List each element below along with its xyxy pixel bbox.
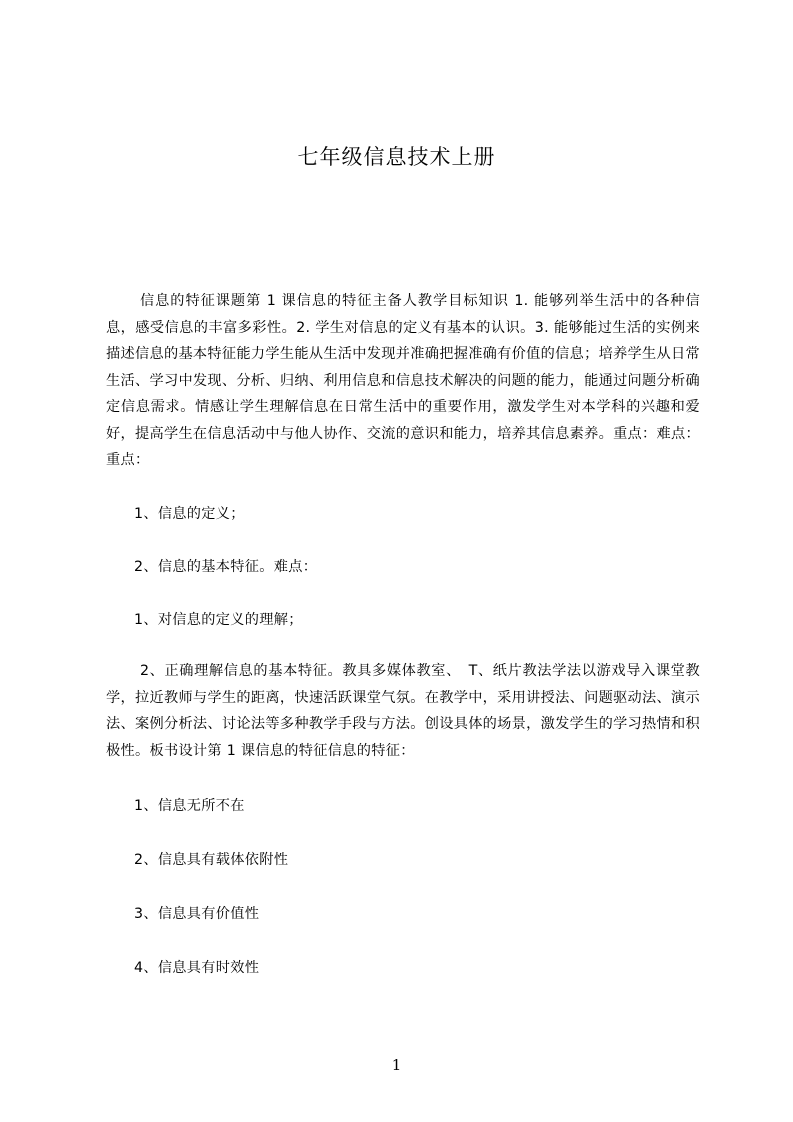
list-item-board-2: 2、信息具有载体依附性: [134, 852, 289, 868]
body-paragraph-objectives: 信息的特征课题第 1 课信息的特征主备人教学目标知识 1. 能够列举生活中的各种信息，感受信息的丰富多彩性。2. 学生对信息的定义有基本的认识。3. 能够能过生活的实例来描述信息的基本特征能力学生能从生活中发现并准确把握准确有价值的信息；培养学生从日常生活、学习中发现、分析、归纳、利用信息和信息技术解决的问题的能力，能通过问题分析确定信息需求。情感让学生理解信息在日常生活中的重要作用，激发学生对本学科的兴趣和爱好，提高学生在信息活动中与他人协作、交流的意识和能力，培养其信息素养。重点：难点：重点：: [106, 293, 700, 468]
list-item-key-point-2: 2、信息的基本特征。难点：: [134, 559, 318, 575]
list-item-board-4: 4、信息具有时效性: [134, 960, 260, 976]
list-item-board-1: 1、信息无所不在: [134, 798, 245, 814]
list-item-key-point-1: 1、信息的定义；: [134, 506, 245, 522]
page-number: 1: [391, 1056, 402, 1074]
document-title: 七年级信息技术上册: [297, 145, 496, 169]
list-item-board-3: 3、信息具有价值性: [134, 906, 260, 922]
list-item-difficulty-1: 1、对信息的定义的理解；: [134, 612, 303, 628]
body-paragraph-methods: 2、正确理解信息的基本特征。教具多媒体教室、 T、纸片教法学法以游戏导入课堂教学，拉近教师与学生的距离，快速活跃课堂气氛。在教学中，采用讲授法、问题驱动法、演示法、案例分析法、讨论法等多种教学手段与方法。创设具体的场景，激发学生的学习热情和积极性。板书设计第 1 课信息的特征信息的特征：: [106, 663, 700, 759]
